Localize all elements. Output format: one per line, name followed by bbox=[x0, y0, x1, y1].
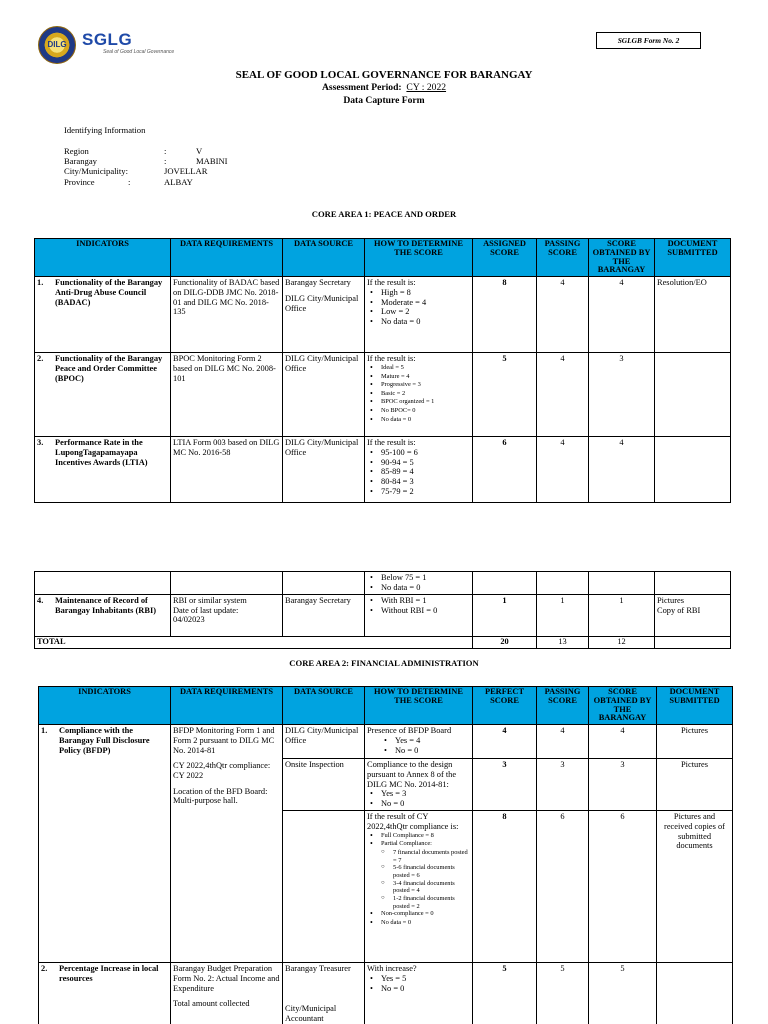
data-requirements-cell: BFDP Monitoring Form 1 and Form 2 pursuant to DILG MC No. 2014-81 CY 2022,4thQtr compliance: CY 2022 Location of the BFD Board: Multi-purpose hall. bbox=[171, 725, 283, 963]
col-header-document-submitted: DOCUMENT SUBMITTED bbox=[655, 239, 731, 277]
score-obtained-cell: 5 bbox=[589, 963, 657, 1024]
document-title: SEAL OF GOOD LOCAL GOVERNANCE FOR BARANGAY bbox=[235, 69, 533, 81]
data-source-cell: DILG City/Municipal Office bbox=[283, 437, 365, 503]
form-subtitle: Data Capture Form bbox=[343, 95, 425, 106]
list-item: ○ 5-6 financial documents posted = 6 bbox=[381, 864, 470, 879]
data-requirements-cell: RBI or similar system Date of last update: 04/02023 bbox=[171, 595, 283, 637]
total-label: TOTAL bbox=[35, 637, 473, 649]
score-obtained-cell: 6 bbox=[589, 811, 657, 963]
form-number-box: SGLGB Form No. 2 bbox=[596, 32, 701, 49]
list-item: • Yes = 5 bbox=[367, 974, 470, 984]
data-source-cell: Barangay Secretary bbox=[283, 595, 365, 637]
list-item: • No data = 0 bbox=[367, 919, 470, 928]
col-header-score-obtained: SCORE OBTAINED BY THE BARANGAY bbox=[589, 239, 655, 277]
assigned-score-cell: 6 bbox=[473, 437, 537, 503]
table-row bbox=[35, 572, 731, 595]
how-to-determine-cell: If the result of CY 2022,4thQtr compliance is: • Full Compliance = 8 • Partial Compliance: ○ 7 financial documents posted = 7 ○ 5-6 financial documents posted = 6 ○ 3-4 financial documents posted = 4 ○ 1-2 financial documents posted = 2 • Non-compliance = 0 • No data = 0 bbox=[365, 811, 473, 963]
list-item: ○ 3-4 financial documents posted = 4 bbox=[381, 880, 470, 895]
perfect-score-cell: 4 bbox=[473, 725, 537, 759]
document-submitted-cell: Pictures Copy of RBI bbox=[655, 595, 731, 637]
passing-score-cell: 4 bbox=[537, 437, 589, 503]
indicator-cell: 2. Percentage Increase in local resources bbox=[41, 964, 159, 983]
core-area-1-table-continued bbox=[34, 571, 731, 649]
total-obtained: 12 bbox=[589, 637, 655, 649]
col-header-assigned-score: ASSIGNED SCORE bbox=[473, 239, 537, 277]
core-area-2-heading: CORE AREA 2: FINANCIAL ADMINISTRATION bbox=[289, 658, 479, 668]
passing-score-cell: 4 bbox=[537, 353, 589, 437]
total-assigned: 20 bbox=[473, 637, 537, 649]
list-item: • No = 0 bbox=[367, 799, 470, 809]
perfect-score-cell: 3 bbox=[473, 759, 537, 811]
col-header-data-requirements: DATA REQUIREMENTS bbox=[171, 687, 283, 725]
list-item: • Without RBI = 0 bbox=[367, 606, 470, 616]
list-item: • No data = 0 bbox=[367, 317, 470, 327]
table-row bbox=[39, 963, 733, 1024]
passing-score-cell: 3 bbox=[537, 759, 589, 811]
col-header-indicators: INDICATORS bbox=[35, 239, 171, 277]
score-obtained-cell: 3 bbox=[589, 759, 657, 811]
passing-score-cell: 5 bbox=[537, 963, 589, 1024]
table-row bbox=[35, 353, 731, 437]
assessment-period: Assessment Period: CY : 2022 bbox=[321, 82, 447, 93]
dilg-logo: DILG bbox=[38, 26, 76, 64]
col-header-score-obtained: SCORE OBTAINED BY THE BARANGAY bbox=[589, 687, 657, 725]
document-submitted-cell: Pictures bbox=[657, 759, 733, 811]
table-row bbox=[35, 277, 731, 353]
core-area-2-table bbox=[38, 686, 733, 1024]
list-item: • No = 0 bbox=[367, 984, 470, 994]
score-obtained-cell: 4 bbox=[589, 277, 655, 353]
list-item: • Ideal = 5 bbox=[367, 364, 470, 373]
data-requirements-cell: BPOC Monitoring Form 2 based on DILG MC No. 2008-101 bbox=[171, 353, 283, 437]
document-submitted-cell: Pictures bbox=[657, 725, 733, 759]
passing-score-cell: 6 bbox=[537, 811, 589, 963]
document-submitted-cell bbox=[655, 437, 731, 503]
col-header-data-source: DATA SOURCE bbox=[283, 687, 365, 725]
sglg-logo: SGLG bbox=[82, 30, 133, 49]
list-item: • Non-compliance = 0 bbox=[367, 910, 470, 919]
list-item: • 95-100 = 6 bbox=[367, 448, 470, 458]
list-item: • Yes = 3 bbox=[367, 789, 470, 799]
passing-score-cell: 4 bbox=[537, 725, 589, 759]
indicator-cell: 3. Performance Rate in the LupongTagapamayapa Incentives Awards (LTIA) bbox=[37, 438, 148, 467]
score-obtained-cell: 3 bbox=[589, 353, 655, 437]
list-item: • No data = 0 bbox=[367, 416, 470, 425]
data-source-cell: Onsite Inspection bbox=[283, 759, 365, 811]
col-header-how-to-determine: HOW TO DETERMINE THE SCORE bbox=[365, 239, 473, 277]
passing-score-cell: 4 bbox=[537, 277, 589, 353]
col-header-data-requirements: DATA REQUIREMENTS bbox=[171, 239, 283, 277]
score-obtained-cell: 4 bbox=[589, 725, 657, 759]
col-header-passing-score: PASSING SCORE bbox=[537, 687, 589, 725]
how-to-determine-cell bbox=[365, 572, 473, 595]
assigned-score-cell: 8 bbox=[473, 277, 537, 353]
perfect-score-cell: 8 bbox=[473, 811, 537, 963]
col-header-how-to-determine: HOW TO DETERMINE THE SCORE bbox=[365, 687, 473, 725]
list-item: • 85-89 = 4 bbox=[367, 467, 470, 477]
table-row bbox=[35, 595, 731, 637]
col-header-data-source: DATA SOURCE bbox=[283, 239, 365, 277]
indicator-cell: 1. Compliance with the Barangay Full Disclosure Policy (BFDP) bbox=[41, 726, 150, 755]
list-item: • Yes = 4 bbox=[381, 736, 470, 746]
core-area-1-table bbox=[34, 238, 731, 503]
indicator-cell: 2. Functionality of the Barangay Peace and Order Committee (BPOC) bbox=[37, 354, 163, 383]
score-obtained-cell: 1 bbox=[589, 595, 655, 637]
data-source-cell: DILG City/Municipal Office bbox=[283, 725, 365, 759]
how-to-determine-cell: If the result is: • High = 8 • Moderate = 4 • Low = 2 • No data = 0 bbox=[365, 277, 473, 353]
list-item: • 90-94 = 5 bbox=[367, 458, 470, 468]
total-passing: 13 bbox=[537, 637, 589, 649]
list-item: • Mature = 4 bbox=[367, 373, 470, 382]
list-item: • No data = 0 bbox=[367, 583, 470, 593]
how-to-determine-cell: If the result is: • Ideal = 5 • Mature = 4 • Progressive = 3 • Basic = 2 • BPOC organized = 1 • No BPOC= 0 • No data = 0 bbox=[365, 353, 473, 437]
list-item: • 75-79 = 2 bbox=[367, 487, 470, 497]
perfect-score-cell: 5 bbox=[473, 963, 537, 1024]
list-item: ○ 1-2 financial documents posted = 2 bbox=[381, 895, 470, 910]
assigned-score-cell: 1 bbox=[473, 595, 537, 637]
data-source-cell: DILG City/Municipal Office bbox=[283, 353, 365, 437]
list-item: • No = 0 bbox=[381, 746, 470, 756]
data-requirements-cell: LTIA Form 003 based on DILG MC No. 2016-58 bbox=[171, 437, 283, 503]
data-requirements-cell: Barangay Budget Preparation Form No. 2: Actual Income and Expenditure Total amount collected bbox=[171, 963, 283, 1024]
table-row bbox=[39, 725, 733, 759]
list-item: • Full Compliance = 8 bbox=[367, 832, 470, 841]
document-submitted-cell: Resolution/EO bbox=[655, 277, 731, 353]
passing-score-cell: 1 bbox=[537, 595, 589, 637]
document-submitted-cell: Pictures and received copies of submitted documents bbox=[657, 811, 733, 963]
how-to-determine-cell: With increase? • Yes = 5 • No = 0 bbox=[365, 963, 473, 1024]
list-item: • Below 75 = 1 bbox=[367, 573, 470, 583]
data-requirements-cell: Functionality of BADAC based on DILG-DDB JMC No. 2018-01 and DILG MC No. 2018-135 bbox=[171, 277, 283, 353]
sglg-logo-sub: Seal of Good Local Governance bbox=[103, 49, 175, 55]
list-item: • Partial Compliance: bbox=[367, 840, 470, 849]
list-item: ○ 7 financial documents posted = 7 bbox=[381, 849, 470, 864]
col-header-document-submitted: DOCUMENT SUBMITTED bbox=[657, 687, 733, 725]
indicator-cell: 1. Functionality of the Barangay Anti-Drug Abuse Council (BADAC) bbox=[37, 278, 163, 307]
how-to-determine-cell bbox=[365, 595, 473, 637]
list-item: • With RBI = 1 bbox=[367, 596, 470, 606]
indicator-cell: 4. Maintenance of Record of Barangay Inhabitants (RBI) bbox=[37, 596, 156, 615]
how-to-determine-cell: Compliance to the design pursuant to Annex 8 of the DILG MC No. 2014-81: • Yes = 3 • No = 0 bbox=[365, 759, 473, 811]
score-obtained-cell: 4 bbox=[589, 437, 655, 503]
list-item: • Basic = 2 bbox=[367, 390, 470, 399]
total-row bbox=[35, 637, 731, 649]
list-item: • 80-84 = 3 bbox=[367, 477, 470, 487]
list-item: • Low = 2 bbox=[367, 307, 470, 317]
list-item: • No BPOC= 0 bbox=[367, 407, 470, 416]
document-submitted-cell bbox=[655, 353, 731, 437]
list-item: • Progressive = 3 bbox=[367, 381, 470, 390]
col-header-perfect-score: PERFECT SCORE bbox=[473, 687, 537, 725]
data-source-cell: Barangay Secretary DILG City/Municipal Office bbox=[283, 277, 365, 353]
assigned-score-cell: 5 bbox=[473, 353, 537, 437]
table-row bbox=[35, 437, 731, 503]
how-to-determine-cell: Presence of BFDP Board • Yes = 4 • No = 0 bbox=[365, 725, 473, 759]
core-area-1-heading: CORE AREA 1: PEACE AND ORDER bbox=[311, 209, 457, 219]
data-source-cell: Barangay Treasurer City/Municipal Accountant bbox=[283, 963, 365, 1024]
col-header-indicators: INDICATORS bbox=[39, 687, 171, 725]
how-to-determine-cell: If the result is: • 95-100 = 6 • 90-94 = 5 • 85-89 = 4 • 80-84 = 3 • 75-79 = 2 bbox=[365, 437, 473, 503]
list-item: • BPOC organized = 1 bbox=[367, 398, 470, 407]
col-header-passing-score: PASSING SCORE bbox=[537, 239, 589, 277]
identifying-heading: Identifying Information bbox=[64, 125, 146, 135]
list-item: • Moderate = 4 bbox=[367, 298, 470, 308]
list-item: • High = 8 bbox=[367, 288, 470, 298]
